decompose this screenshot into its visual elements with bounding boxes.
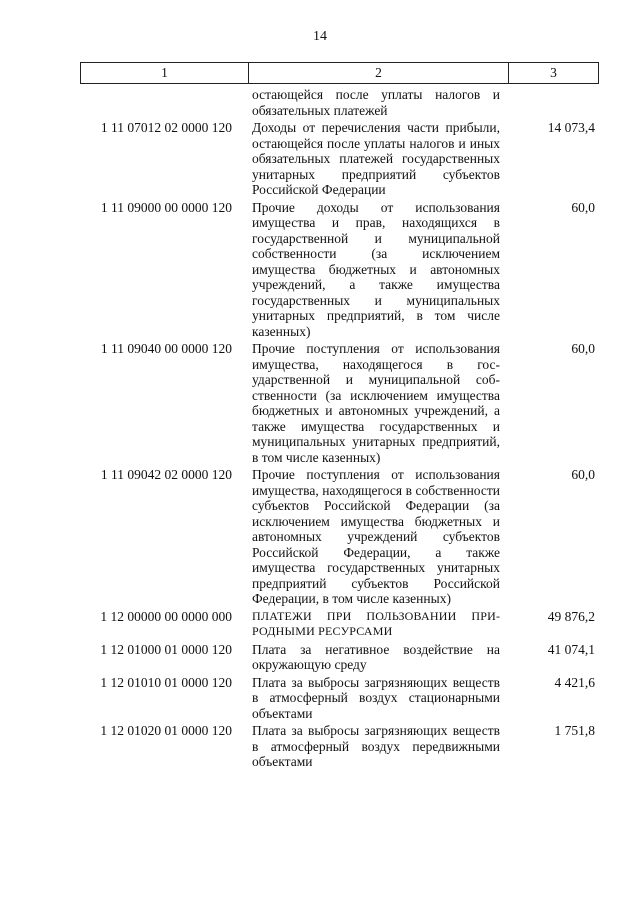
- row-description: остающейся после уплаты налогов и обязательных платежей: [252, 87, 500, 118]
- table-row: [80, 341, 599, 465]
- row-code: 1 12 00000 00 0000 000: [100, 608, 232, 624]
- row-value: 41 074,1: [547, 641, 595, 657]
- row-description: ПЛАТЕЖИ ПРИ ПОЛЬЗОВАНИИ ПРИРОДНЫМИ РЕСУРСАМИ: [252, 608, 500, 638]
- row-description: Плата за выбросы загрязняющих веществ в атмосферный воздух передвижными объектами: [252, 723, 500, 769]
- row-code: [80, 87, 248, 118]
- row-code: 1 11 07012 02 0000 120: [100, 120, 232, 135]
- table-row: [80, 609, 599, 640]
- row-code: 1 11 09042 02 0000 120: [100, 467, 232, 482]
- row-description: Доходы от перечисления части прибыли, остающейся после уплаты налогов и иных обязательных платежей государственных унитарных предприятий субъектов Российской Федерации: [252, 120, 500, 197]
- row-description: Плата за выбросы загрязняющих веществ в атмосферный воздух стационарными объектами: [252, 674, 500, 721]
- table-row: [80, 467, 599, 607]
- row-value: [508, 87, 599, 118]
- row-code: 1 12 01000 01 0000 120: [100, 641, 232, 657]
- row-value: 60,0: [571, 341, 595, 356]
- row-description: Прочие доходы от использования имущества и прав, находящихся в государственной и муниципальной собственности (за исключением имущества бюджетных и автономных учреждений, а также имущества государственных и муниципальных унитарных предприятий, в том числе казенных): [252, 199, 500, 339]
- row-code: 1 12 01020 01 0000 120: [100, 723, 232, 738]
- table-row: [80, 87, 599, 118]
- header-col-3: 3: [550, 65, 557, 80]
- table-body: [80, 87, 599, 772]
- header-col-2: 2: [249, 63, 509, 83]
- row-value: 60,0: [571, 199, 595, 215]
- page-number: 14: [313, 29, 327, 44]
- row-description: Плата за негативное воздействие на окружающую среду: [252, 641, 500, 672]
- row-code: 1 12 01010 01 0000 120: [100, 674, 232, 690]
- row-code: 1 11 09000 00 0000 120: [100, 199, 232, 215]
- row-value: 4 421,6: [554, 674, 595, 690]
- row-value: 49 876,2: [547, 608, 595, 624]
- table-row: [80, 200, 599, 340]
- row-code: 1 11 09040 00 0000 120: [100, 341, 232, 356]
- row-value: 60,0: [571, 467, 595, 482]
- table-row: [80, 723, 599, 770]
- table-row: [80, 675, 599, 722]
- table-header: [80, 62, 599, 84]
- row-value: 14 073,4: [547, 120, 595, 135]
- header-col-1: 1: [81, 63, 249, 83]
- row-description: Прочие поступления от использования имущества, находящегося в собственности субъектов Российской Федерации (за исключением имущества бюджетных и автономных учреждений субъектов Российской Федерации, а также имущества государственных унитарных предприятий субъектов Российской Федерации, в том числе казенных): [252, 467, 500, 606]
- table-row: [80, 120, 599, 198]
- row-value: 1 751,8: [554, 723, 595, 738]
- table-row: [80, 642, 599, 673]
- row-description: Прочие поступления от использования имущества, находящегося в государственной и муниципальной собственности (за исключением имущества бюджетных и автономных учреждений, а также имущества государственных и муниципальных унитарных предприятий, в том числе казенных): [252, 341, 500, 465]
